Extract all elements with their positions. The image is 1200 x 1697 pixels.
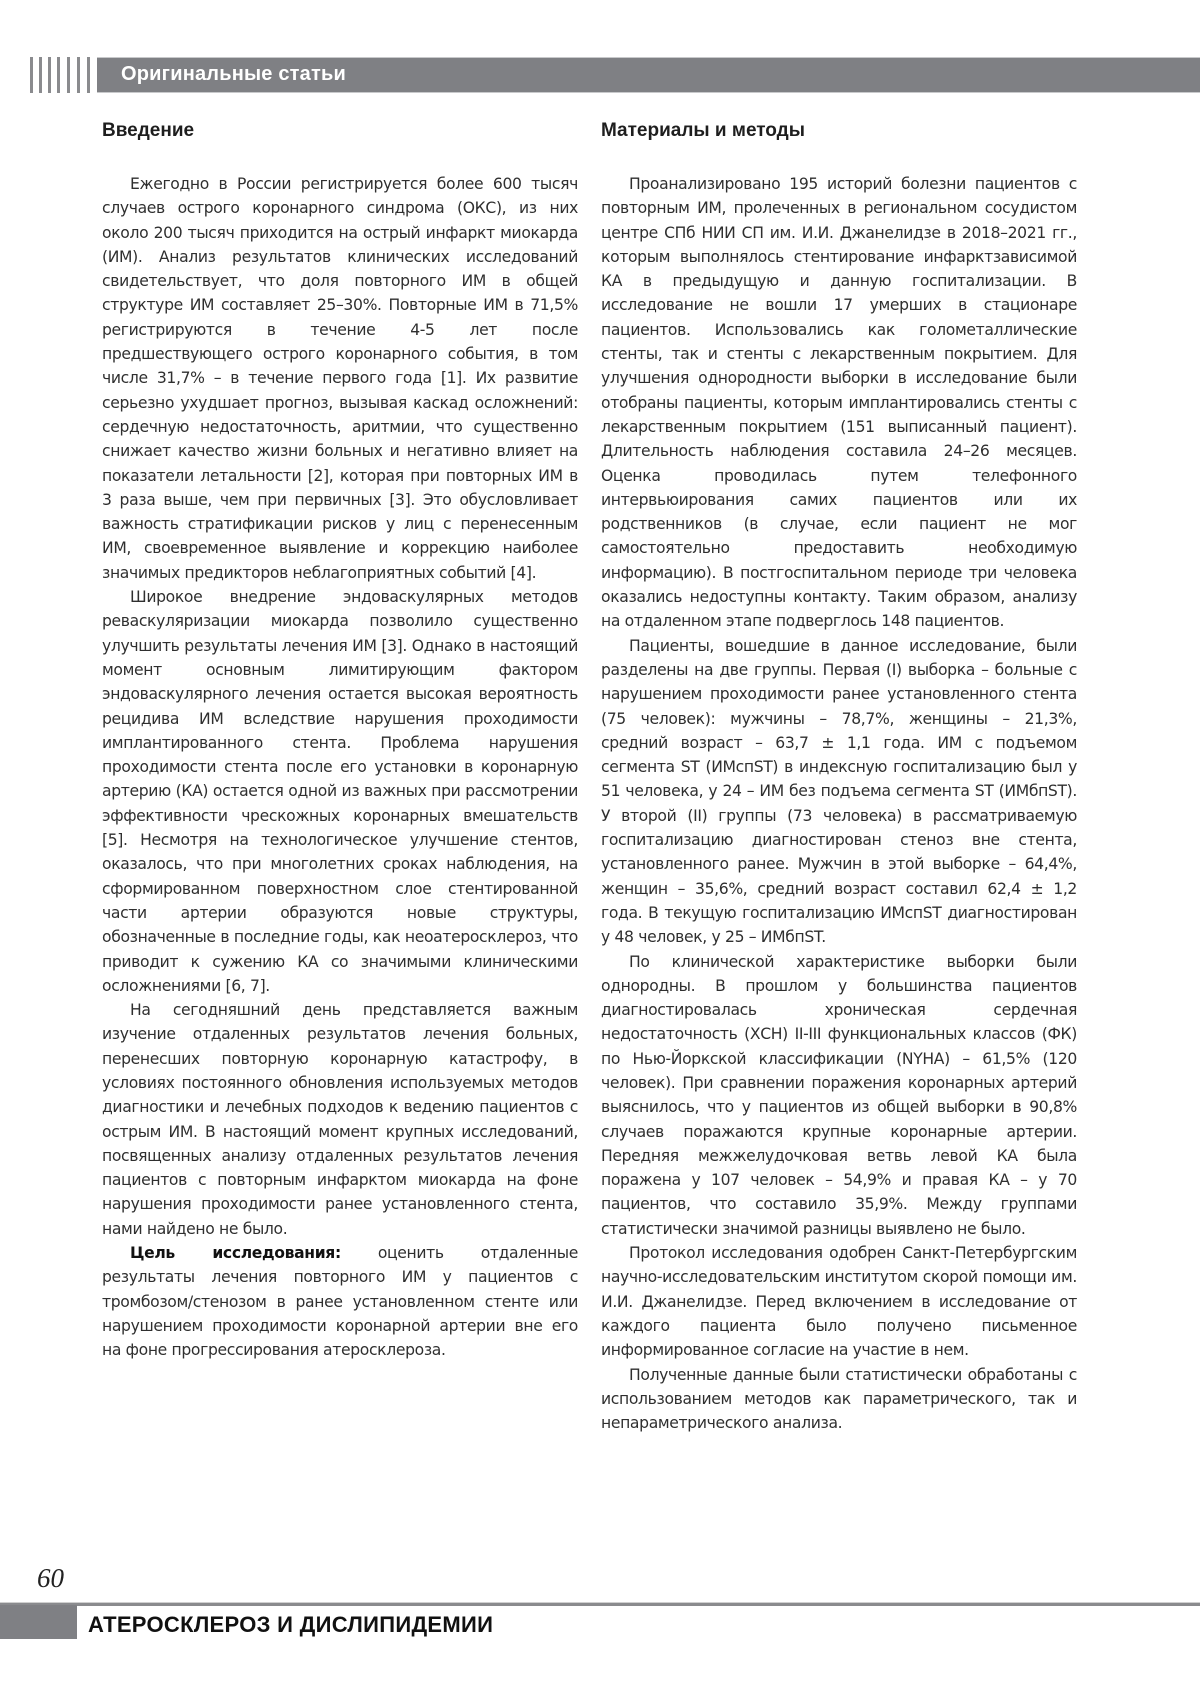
footer-divider [0, 1602, 1200, 1606]
section-label: Оригинальные статьи [121, 63, 346, 85]
aim-paragraph [102, 1241, 578, 1362]
paragraph: По клинической характеристике выборки были однородны. В прошлом у большинства пациентов диагностировалась хроническая сердечная недостаточность (ХСН) II-III функциональных классов (ФК) по Нью-Йоркской классификации (NYHA) – 61,5% (120 человек). При сравнении поражения коронарных артерий выяснилось, что у пациентов из общей выборки в 90,8% случаев поражаются крупные коронарные артерии. Передняя межжелудочковая ветвь левой КА была поражена у 107 человек – 54,9% и правая КА – у 70 пациентов, что составило 35,9%. Между группами статистически значимой разницы выявлено не было. [601, 952, 1077, 1238]
decorative-stripes [30, 57, 96, 93]
methods-heading: Материалы и методы [601, 120, 805, 141]
aim-text: оценить отдаленные результаты лечения повторного ИМ у пациентов с тромбозом/стенозом в ранее установленном стенте или нарушением проходимости коронарной артерии вне его на фоне прогрессирования атеросклероза. [102, 1244, 579, 1360]
paragraph: На сегодняшний день представляется важным изучение отдаленных результатов лечения больных, перенесших повторную коронарную катастрофу, в условиях постоянного обновления используемых методов диагностики и лечебных подходов к ведению пациентов с острым ИМ. В настоящий момент крупных исследований, посвященных анализу отдаленных результатов лечения пациентов с повторным инфарктом миокарда на фоне нарушения проходимости ранее установленного стента, нами найдено не было. [102, 1001, 578, 1238]
section-header [0, 57, 1200, 93]
aim-label: Цель исследования: [130, 1244, 341, 1263]
right-column [601, 118, 1077, 1435]
footer-block [0, 1605, 77, 1639]
paragraph: Широкое внедрение эндоваскулярных методов реваскуляризации миокарда позволило существенно улучшить результаты лечения ИМ [3]. Однако в настоящий момент основным лимитирующим фактором эндоваскулярного лечения остается высокая вероятность рецидива ИМ вследствие нарушения проходимости имплантированного стента. Проблема нарушения проходимости стента после его установки в коронарную артерию (КА) остается одной из важных при рассмотрении эффективности чрескожных коронарных вмешательств [5]. Несмотря на технологическое улучшение стентов, оказалось, что при многолетних сроках наблюдения, на сформированном поверхностном слое стентированной части артерии образуются новые структуры, обозначенные в последние годы, как неоатеросклероз, что приводит к сужению КА со значимыми клиническими осложнениями [6, 7]. [102, 588, 578, 995]
paragraph: Полученные данные были статистически обработаны с использованием методов как параметрического, так и непараметрического анализа. [601, 1365, 1077, 1433]
paragraph: Протокол исследования одобрен Санкт-Петербургским научно-исследовательским институтом скорой помощи им. И.И. Джанелидзе. Перед включением в исследование от каждого пациента было получено письменное информированное согласие на участие в нем. [601, 1244, 1077, 1360]
left-column [102, 118, 578, 1363]
introduction-heading: Введение [102, 120, 195, 141]
page-number: 60 [37, 1563, 64, 1593]
paragraph: Ежегодно в России регистрируется более 600 тысяч случаев острого коронарного синдрома (ОКС), из них около 200 тысяч приходится на острый инфаркт миокарда (ИМ). Анализ результатов клинических исследований свидетельствует, что доля повторного ИМ в общей структуре ИМ составляет 25–30%. Повторные ИМ в 71,5% регистрируются в течение 4-5 лет после предшествующего острого коронарного события, в том числе 31,7% – в течение первого года [1]. Их развитие серьезно ухудшает прогноз, вызывая каскад осложнений: сердечную недостаточность, аритмии, что существенно снижает качество жизни больных и негативно влияет на показатели летальности [2], которая при повторных ИМ в 3 раза выше, чем при первичных [3]. Это обусловливает важность стратификации рисков у лиц с перенесенным ИМ, своевременное выявление и коррекцию наиболее значимых предикторов неблагоприятных событий [4]. [102, 175, 578, 582]
paragraph: Пациенты, вошедшие в данное исследование, были разделены на две группы. Первая (I) выборка – больные с нарушением проходимости ранее установленного стента (75 человек): мужчины – 78,7%, женщины – 21,3%, средний возраст – 63,7 ± 1,1 года. ИМ с подъемом сегмента ST (ИМспST) в индексную госпитализацию был у 51 человека, у 24 – ИМ без подъема сегмента ST (ИМбпST). У второй (II) группы (73 человека) в рассматриваемую госпитализацию диагностирован стеноз вне стента, установленного ранее. Мужчин в этой выборке – 64,4%, женщин – 35,6%, средний возраст составил 62,4 ± 1,2 года. В текущую госпитализацию ИМспST диагностирован у 48 человек, у 25 – ИМбпST. [601, 636, 1077, 947]
paragraph: Проанализировано 195 историй болезни пациентов с повторным ИМ, пролеченных в региональном сосудистом центре СПб НИИ СП им. И.И. Джанелидзе в 2018–2021 гг., которым выполнялось стентирование инфарктзависимой КА в предыдущую и данную госпитализации. В исследование не вошли 17 умерших в стационаре пациентов. Использовались как голометаллические стенты, так и стенты с лекарственным покрытием. Для улучшения однородности выборки в исследование были отобраны пациенты, которым имплантировались стенты с лекарственным покрытием (151 выписанный пациент). Длительность наблюдения составила 24–26 месяцев. Оценка проводилась путем телефонного интервьюирования самих пациентов или их родственников (в случае, если пациент не мог самостоятельно предоставить необходимую информацию). В постгоспитальном периоде три человека оказались недоступны контакту. Таким образом, анализу на отдаленном этапе подверглось 148 пациентов. [601, 175, 1077, 631]
journal-title: АТЕРОСКЛЕРОЗ И ДИСЛИПИДЕМИИ [88, 1612, 494, 1637]
header-bar [97, 57, 1200, 93]
